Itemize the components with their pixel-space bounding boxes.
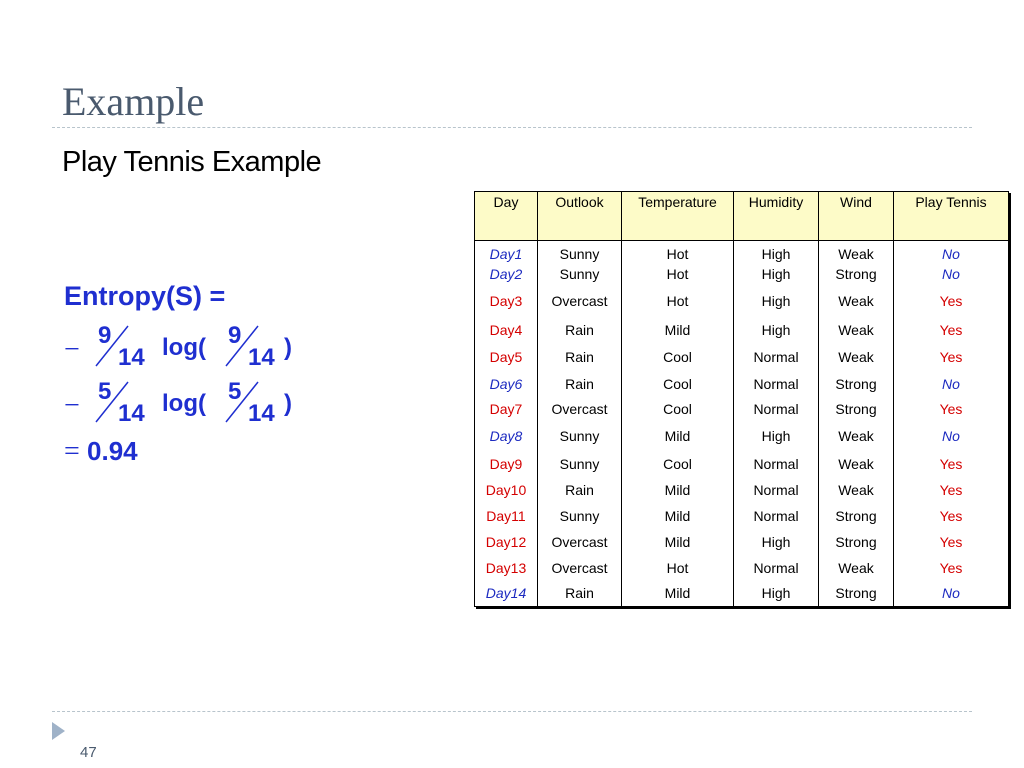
table-header-row — [475, 192, 1009, 241]
cell-play: No — [894, 263, 1009, 285]
formula-result: 0.94 — [87, 436, 138, 466]
cell-play: Yes — [894, 285, 1009, 317]
formula-line-4 — [64, 436, 138, 468]
cell-humidity: High — [734, 285, 819, 317]
cell-outlook: Overcast — [538, 397, 622, 421]
formula-line-3 — [64, 378, 324, 428]
cell-wind: Weak — [819, 241, 894, 263]
formula-close-2: ) — [284, 390, 292, 417]
cell-temperature: Mild — [622, 317, 734, 343]
triangle-right-icon — [52, 722, 65, 740]
cell-day: Day14 — [475, 581, 538, 607]
cell-humidity: Normal — [734, 397, 819, 421]
header-temperature: Temperature — [622, 192, 734, 241]
cell-play: No — [894, 241, 1009, 263]
cell-wind: Weak — [819, 285, 894, 317]
cell-outlook: Overcast — [538, 529, 622, 555]
cell-humidity: High — [734, 581, 819, 607]
cell-day: Day13 — [475, 555, 538, 581]
cell-day: Day9 — [475, 451, 538, 477]
cell-temperature: Hot — [622, 241, 734, 263]
table-row — [475, 529, 1009, 555]
cell-outlook: Overcast — [538, 285, 622, 317]
cell-humidity: High — [734, 421, 819, 451]
header-day: Day — [475, 192, 538, 241]
cell-outlook: Rain — [538, 317, 622, 343]
table-row — [475, 503, 1009, 529]
formula-numerator-3: 5 — [98, 378, 112, 405]
cell-temperature: Mild — [622, 529, 734, 555]
table-row — [475, 477, 1009, 503]
table-row — [475, 263, 1009, 285]
cell-temperature: Cool — [622, 343, 734, 371]
cell-outlook: Rain — [538, 371, 622, 397]
cell-day: Day4 — [475, 317, 538, 343]
formula-equals: = — [64, 436, 80, 467]
cell-wind: Weak — [819, 343, 894, 371]
cell-wind: Strong — [819, 371, 894, 397]
cell-outlook: Overcast — [538, 555, 622, 581]
cell-temperature: Mild — [622, 477, 734, 503]
table-row — [475, 451, 1009, 477]
cell-wind: Strong — [819, 529, 894, 555]
formula-numerator-4: 5 — [228, 378, 242, 405]
cell-temperature: Cool — [622, 371, 734, 397]
cell-temperature: Mild — [622, 581, 734, 607]
cell-temperature: Mild — [622, 503, 734, 529]
header-wind: Wind — [819, 192, 894, 241]
slide-subtitle: Play Tennis Example — [62, 146, 322, 178]
formula-log-2: log( — [162, 390, 206, 417]
cell-outlook: Sunny — [538, 503, 622, 529]
cell-outlook: Sunny — [538, 241, 622, 263]
formula-log-1: log( — [162, 334, 206, 361]
cell-outlook: Rain — [538, 343, 622, 371]
cell-humidity: Normal — [734, 343, 819, 371]
table-row — [475, 285, 1009, 317]
formula-line-2 — [64, 322, 324, 372]
cell-humidity: High — [734, 317, 819, 343]
header-humidity: Humidity — [734, 192, 819, 241]
top-divider — [52, 127, 972, 128]
formula-line-1 — [64, 281, 225, 312]
cell-humidity: Normal — [734, 371, 819, 397]
formula-denominator-4: 14 — [248, 400, 275, 427]
formula-numerator-1: 9 — [98, 322, 112, 349]
cell-humidity: Normal — [734, 477, 819, 503]
header-play-tennis: Play Tennis — [894, 192, 1009, 241]
cell-play: Yes — [894, 317, 1009, 343]
table-row — [475, 343, 1009, 371]
cell-outlook: Rain — [538, 477, 622, 503]
cell-play: No — [894, 421, 1009, 451]
cell-day: Day7 — [475, 397, 538, 421]
cell-wind: Weak — [819, 421, 894, 451]
formula-close-1: ) — [284, 334, 292, 361]
slide-title: Example — [62, 79, 205, 124]
cell-humidity: Normal — [734, 503, 819, 529]
cell-temperature: Mild — [622, 421, 734, 451]
formula-denominator-3: 14 — [118, 400, 145, 427]
cell-wind: Strong — [819, 503, 894, 529]
cell-play: Yes — [894, 343, 1009, 371]
cell-wind: Strong — [819, 397, 894, 421]
cell-play: No — [894, 371, 1009, 397]
table-row — [475, 241, 1009, 263]
cell-humidity: High — [734, 529, 819, 555]
cell-humidity: High — [734, 263, 819, 285]
play-tennis-table — [474, 191, 1009, 607]
bottom-divider — [52, 711, 972, 712]
formula-denominator-2: 14 — [248, 344, 275, 371]
cell-day: Day6 — [475, 371, 538, 397]
cell-temperature: Hot — [622, 285, 734, 317]
page-number: 47 — [80, 744, 97, 761]
table-row — [475, 317, 1009, 343]
cell-temperature: Hot — [622, 263, 734, 285]
cell-day: Day10 — [475, 477, 538, 503]
cell-temperature: Hot — [622, 555, 734, 581]
cell-play: Yes — [894, 477, 1009, 503]
header-outlook: Outlook — [538, 192, 622, 241]
cell-temperature: Cool — [622, 451, 734, 477]
cell-play: Yes — [894, 555, 1009, 581]
table-row — [475, 371, 1009, 397]
formula-entropy-label: Entropy(S) = — [64, 281, 226, 311]
table-row — [475, 581, 1009, 607]
cell-wind: Weak — [819, 555, 894, 581]
cell-wind: Weak — [819, 317, 894, 343]
cell-outlook: Sunny — [538, 421, 622, 451]
formula-denominator-1: 14 — [118, 344, 145, 371]
cell-humidity: Normal — [734, 451, 819, 477]
cell-wind: Weak — [819, 451, 894, 477]
cell-outlook: Sunny — [538, 263, 622, 285]
table-body — [475, 241, 1009, 607]
cell-humidity: Normal — [734, 555, 819, 581]
cell-day: Day2 — [475, 263, 538, 285]
cell-outlook: Sunny — [538, 451, 622, 477]
formula-minus-2: − — [64, 390, 80, 421]
cell-day: Day12 — [475, 529, 538, 555]
cell-wind: Strong — [819, 263, 894, 285]
cell-temperature: Cool — [622, 397, 734, 421]
cell-play: Yes — [894, 397, 1009, 421]
cell-play: Yes — [894, 503, 1009, 529]
table-row — [475, 555, 1009, 581]
cell-day: Day8 — [475, 421, 538, 451]
cell-play: Yes — [894, 451, 1009, 477]
formula-minus-1: − — [64, 334, 80, 365]
cell-humidity: High — [734, 241, 819, 263]
cell-outlook: Rain — [538, 581, 622, 607]
table-row — [475, 421, 1009, 451]
cell-day: Day1 — [475, 241, 538, 263]
cell-day: Day3 — [475, 285, 538, 317]
cell-day: Day11 — [475, 503, 538, 529]
cell-wind: Weak — [819, 477, 894, 503]
cell-day: Day5 — [475, 343, 538, 371]
formula-numerator-2: 9 — [228, 322, 242, 349]
cell-play: Yes — [894, 529, 1009, 555]
table-row — [475, 397, 1009, 421]
cell-play: No — [894, 581, 1009, 607]
cell-wind: Strong — [819, 581, 894, 607]
